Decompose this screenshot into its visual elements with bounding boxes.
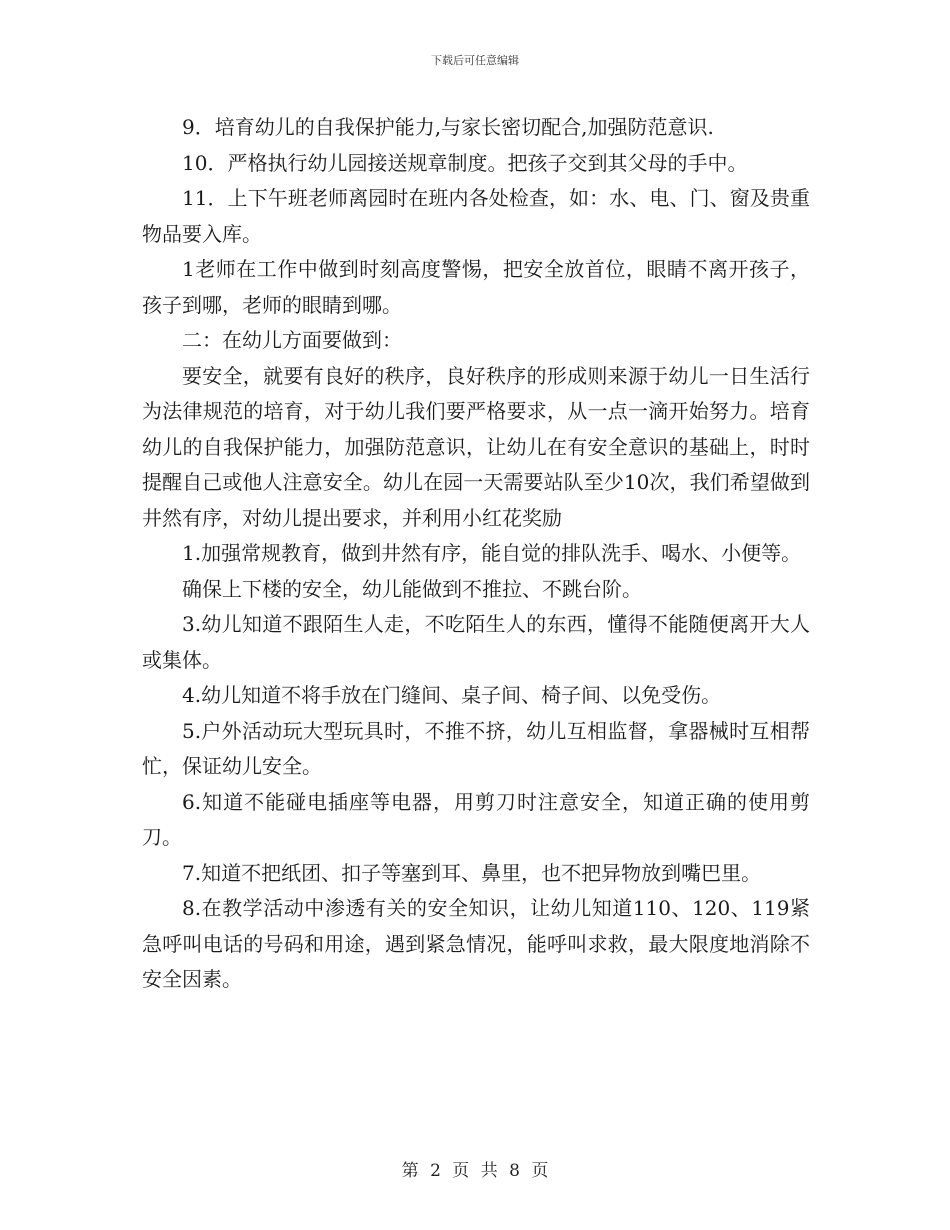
paragraph-11: 11．上下午班老师离园时在班内各处检查，如：水、电、门、窗及贵重物品要入库。 <box>142 186 810 246</box>
paragraph-safety-order: 要安全，就要有良好的秩序，良好秩序的形成则来源于幼儿一日生活行为法律规范的培育，对于幼儿我们要严格要求，从一点一滴开始努力。培育幼儿的自我保护能力，加强防范意识，让幼儿在有安全意识的基础上，时时提醒自己或他人注意安全。幼儿在园一天需要站队至少10次，我们希望做到井然有序，对幼儿提出要求，并利用小红花奖励 <box>142 363 810 530</box>
page-number: 第 2 页 共 8 页 <box>401 1161 549 1181</box>
list-item-1: 1.加强常规教育，做到井然有序，能自觉的排队洗手、喝水、小便等。 <box>182 541 802 565</box>
section-heading-children: 二：在幼儿方面要做到： <box>182 328 402 352</box>
page-header-note: 下载后可任意编辑 <box>431 54 519 67</box>
document-body <box>142 110 810 998</box>
list-item-stairs: 确保上下楼的安全，幼儿能做到不推拉、不跳台阶。 <box>182 576 642 601</box>
paragraph-9: 9．培育幼儿的自我保护能力,与家长密切配合,加强防范意识. <box>182 115 714 139</box>
list-item-8: 8.在教学活动中渗透有关的安全知识，让幼儿知道110、120、119紧急呼叫电话的号码和用途，遇到紧急情况，能呼叫求救，最大限度地消除不安全因素。 <box>142 896 810 991</box>
list-item-5: 5.户外活动玩大型玩具时，不推不挤，幼儿互相监督，拿器械时互相帮忙，保证幼儿安全。 <box>142 718 810 778</box>
paragraph-teacher-vigilance: 1老师在工作中做到时刻高度警惕，把安全放首位，眼睛不离开孩子，孩子到哪，老师的眼睛到哪。 <box>142 257 810 317</box>
paragraph-10: 10．严格执行幼儿园接送规章制度。把孩子交到其父母的手中。 <box>182 150 748 175</box>
list-item-4: 4.幼儿知道不将手放在门缝间、桌子间、椅子间、以免受伤。 <box>182 683 722 707</box>
list-item-7: 7.知道不把纸团、扣子等塞到耳、鼻里，也不把异物放到嘴巴里。 <box>182 860 762 885</box>
list-item-3: 3.幼儿知道不跟陌生人走，不吃陌生人的东西，懂得不能随便离开大人或集体。 <box>142 612 810 672</box>
list-item-6: 6.知道不能碰电插座等电器，用剪刀时注意安全，知道正确的使用剪刀。 <box>142 789 810 849</box>
